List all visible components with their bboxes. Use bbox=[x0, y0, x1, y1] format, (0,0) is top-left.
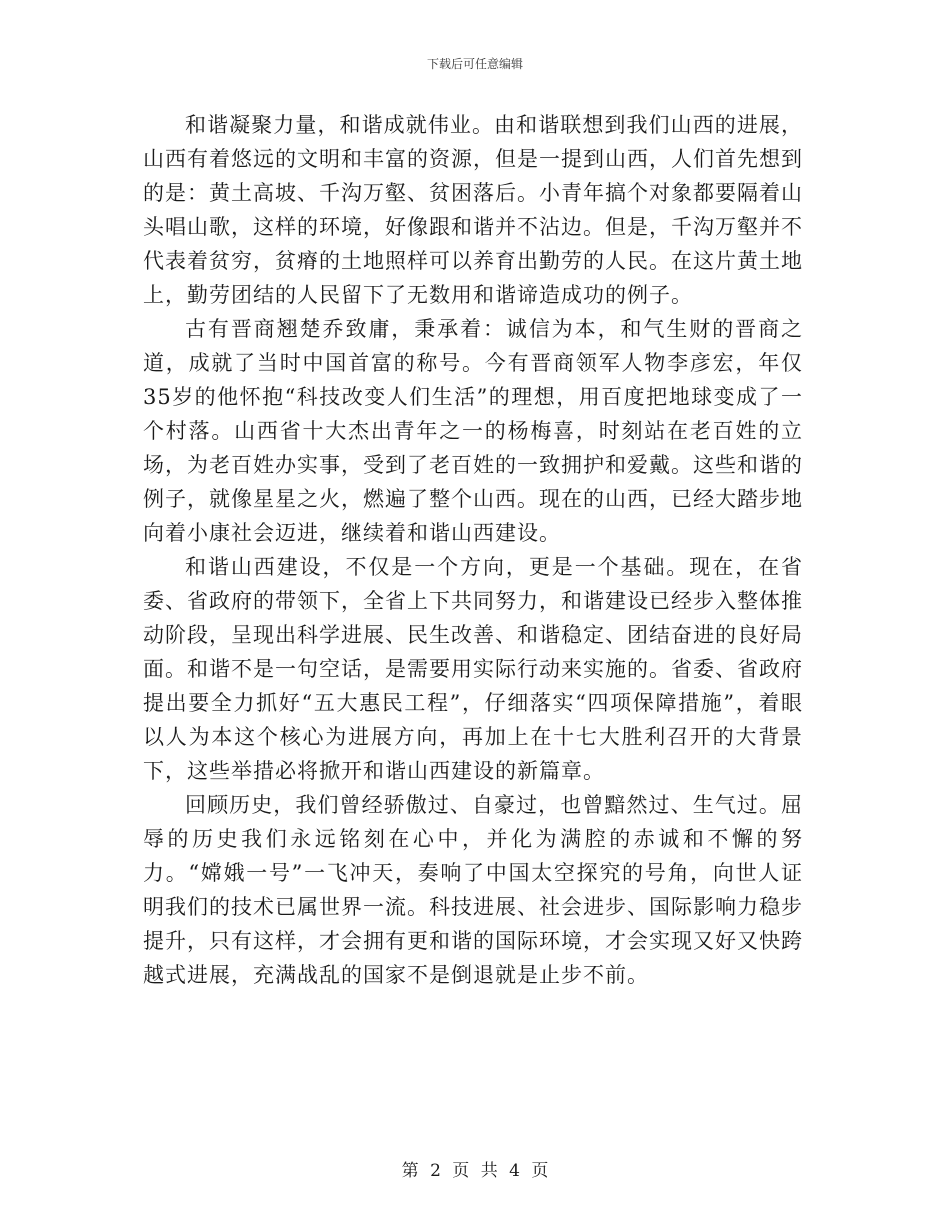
paragraph-1: 和谐凝聚力量，和谐成就伟业。由和谐联想到我们山西的进展，山西有着悠远的文明和丰富的资源，但是一提到山西，人们首先想到的是：黄土高坡、千沟万壑、贫困落后。小青年搞个对象都要隔着山头唱山歌，这样的环境，好像跟和谐并不沾边。但是，千沟万壑并不代表着贫穷，贫瘠的土地照样可以养育出勤劳的人民。在这片黄土地上，勤劳团结的人民留下了无数用和谐谛造成功的例子。 bbox=[143, 113, 803, 307]
paragraph-2: 古有晋商翘楚乔致庸，秉承着：诚信为本，和气生财的晋商之道，成就了当时中国首富的称号。今有晋商领军人物李彦宏，年仅35岁的他怀抱“科技改变人们生活”的理想，用百度把地球变成了一个村落。山西省十大杰出青年之一的杨梅喜，时刻站在老百姓的立场，为老百姓办实事，受到了老百姓的一致拥护和爱戴。这些和谐的例子，就像星星之火，燃遍了整个山西。现在的山西，已经大踏步地向着小康社会迈进，继续着和谐山西建设。 bbox=[143, 317, 803, 545]
document-body bbox=[143, 108, 803, 992]
paragraph-3: 和谐山西建设，不仅是一个方向，更是一个基础。现在，在省委、省政府的带领下，全省上下共同努力，和谐建设已经步入整体推动阶段，呈现出科学进展、民生改善、和谐稳定、团结奋进的良好局面。和谐不是一句空话，是需要用实际行动来实施的。省委、省政府提出要全力抓好“五大惠民工程”，仔细落实“四项保障措施”，着眼以人为本这个核心为进展方向，再加上在十七大胜利召开的大背景下，这些举措必将掀开和谐山西建设的新篇章。 bbox=[143, 555, 803, 783]
paragraph-4: 回顾历史，我们曾经骄傲过、自豪过，也曾黯然过、生气过。屈辱的历史我们永远铭刻在心中，并化为满腔的赤诚和不懈的努力。“嫦娥一号”一飞冲天，奏响了中国太空探究的号角，向世人证明我们的技术已属世界一流。科技进展、社会进步、国际影响力稳步提升，只有这样，才会拥有更和谐的国际环境，才会实现又好又快跨越式进展，充满战乱的国家不是倒退就是止步不前。 bbox=[143, 793, 803, 987]
page-header: 下载后可任意编辑 bbox=[426, 57, 523, 71]
page-footer: 第 2 页 共 4 页 bbox=[401, 1161, 549, 1181]
